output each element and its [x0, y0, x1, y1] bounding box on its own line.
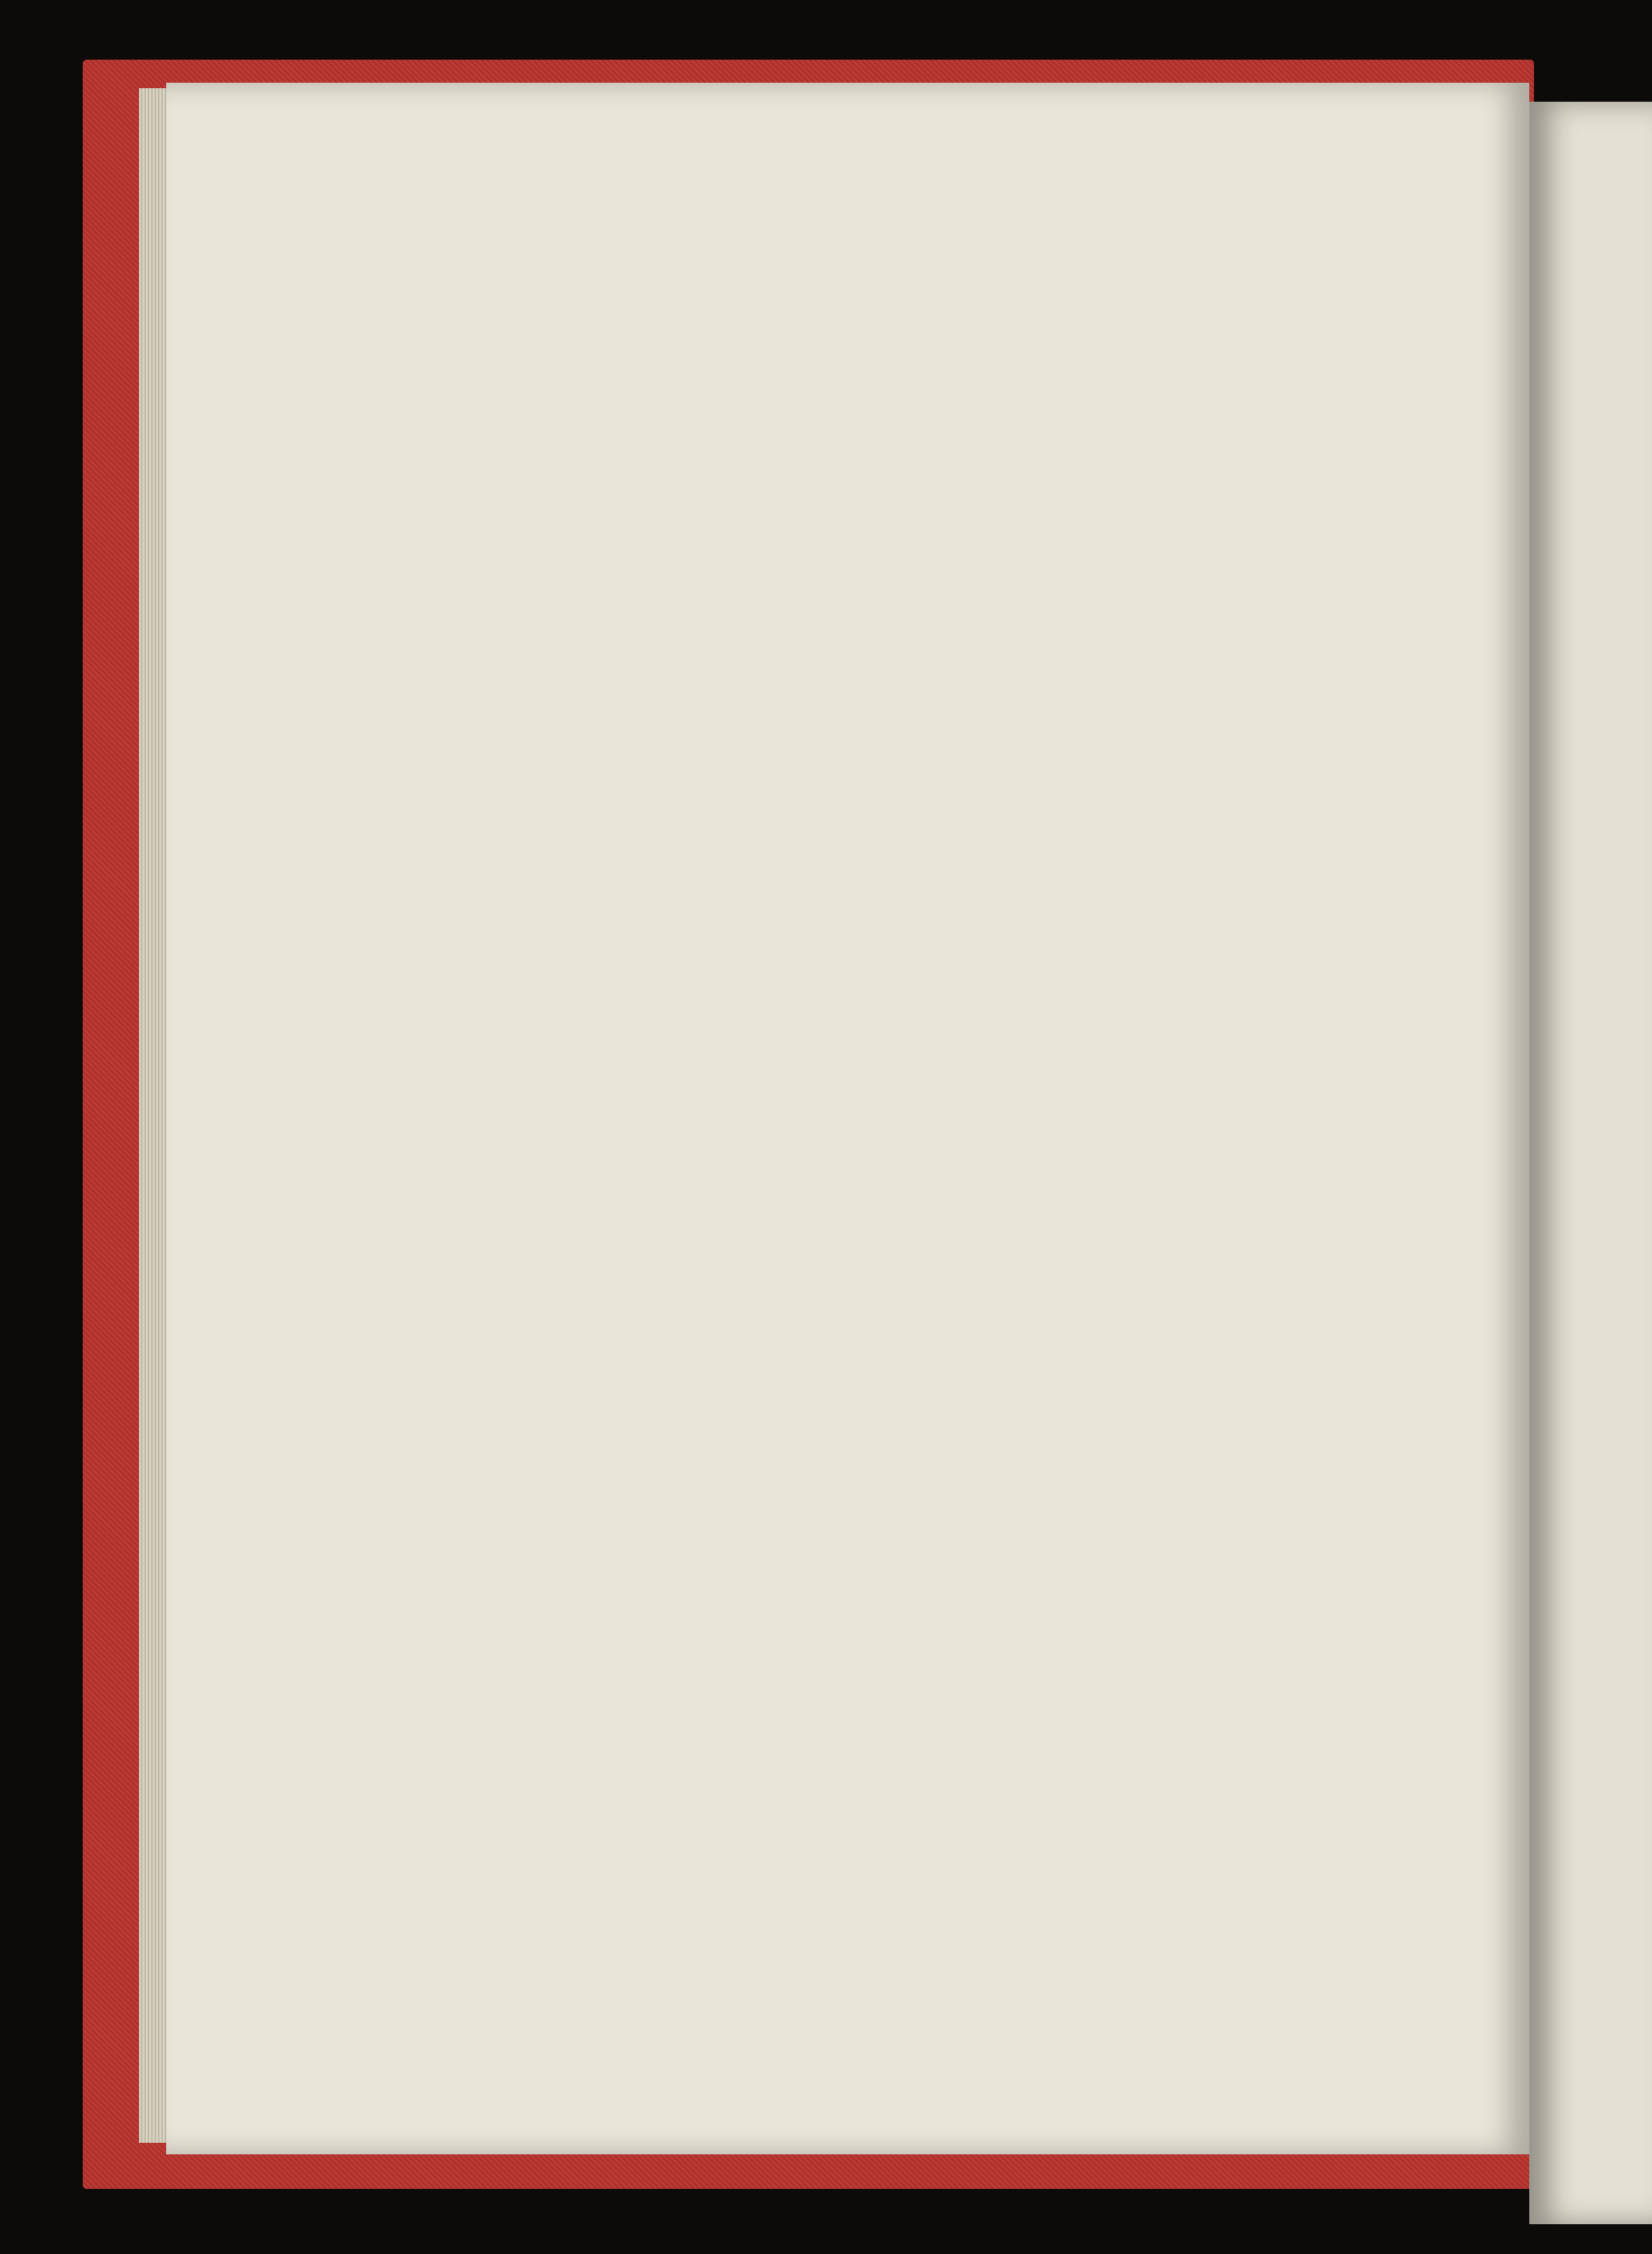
book-page [166, 83, 1529, 2154]
next-page [1529, 102, 1652, 2224]
